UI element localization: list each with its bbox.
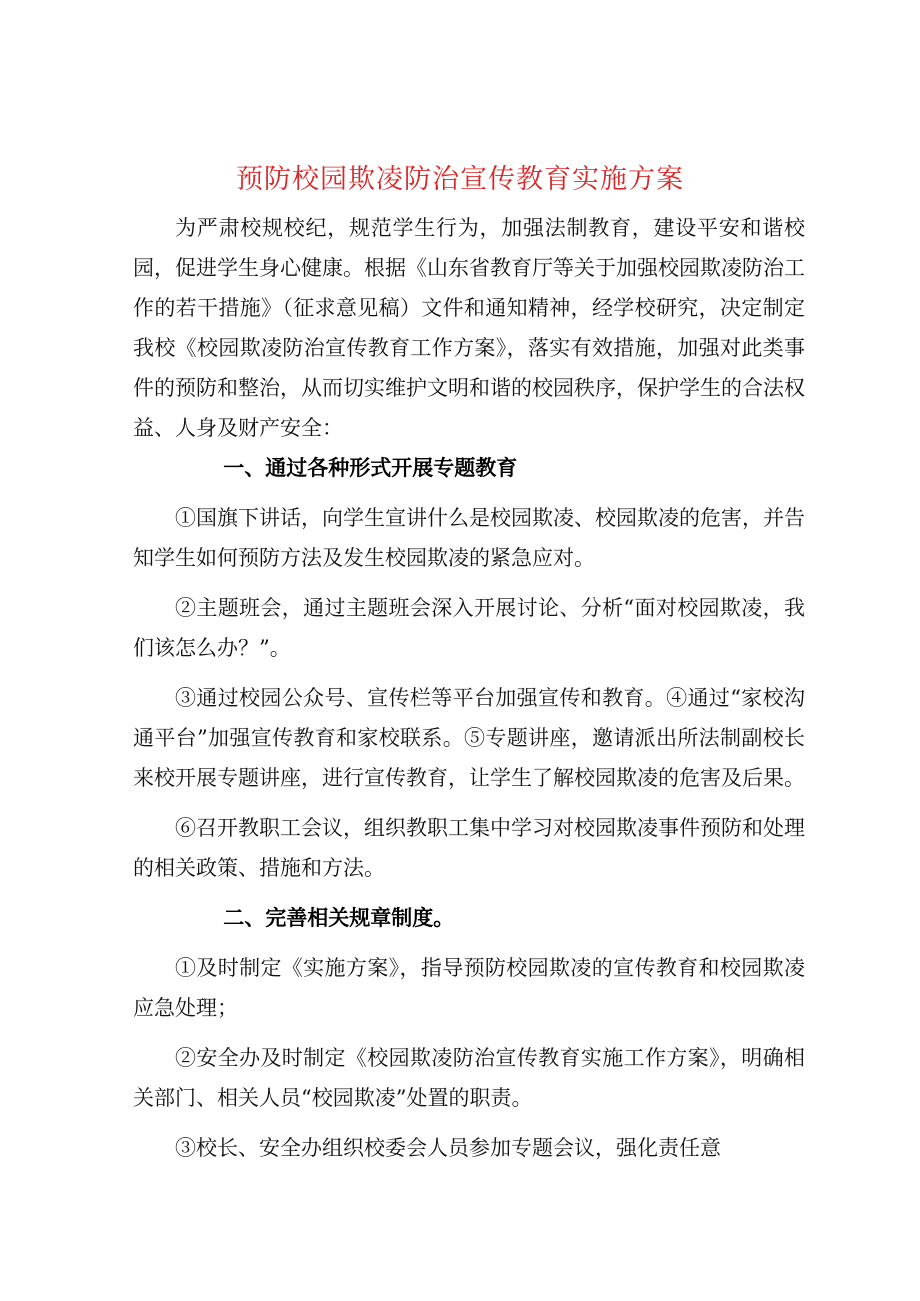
section-1-item-1: ①国旗下讲话，向学生宣讲什么是校园欺凌、校园欺凌的危害，并告知学生如何预防方法及发生校园欺凌的紧急应对。: [133, 506, 805, 570]
section-1-item-3: ③通过校园公众号、宣传栏等平台加强宣传和教育。④通过“家校沟通平台”加强宣传教育和家校联系。⑤专题讲座，邀请派出所法制副校长来校开展专题讲座，进行宣传教育，让学生了解校园欺凌的危害及后果。: [133, 686, 805, 790]
section-1-item-2: ②主题班会，通过主题班会深入开展讨论、分析“面对校园欺凌，我们该怎么办？”。: [133, 596, 805, 660]
intro-paragraph: 为严肃校规校纪，规范学生行为，加强法制教育，建设平安和谐校园，促进学生身心健康。根据《山东省教育厅等关于加强校园欺凌防治工作的若干措施》（征求意见稿）文件和通知精神，经学校研究，决定制定我校《校园欺凌防治宣传教育工作方案》，落实有效措施，加强对此类事件的预防和整治，从而切实维护文明和谐的校园秩序，保护学生的合法权益、人身及财产安全：: [133, 216, 805, 440]
document-title: 预防校园欺凌防治宣传教育实施方案: [236, 164, 684, 195]
section-1-item-4: ⑥召开教职工会议，组织教职工集中学习对校园欺凌事件预防和处理的相关政策、措施和方法。: [133, 816, 805, 880]
section-2-heading: 二、完善相关规章制度。: [223, 905, 455, 930]
section-1-heading: 一、通过各种形式开展专题教育: [223, 455, 518, 480]
section-2-item-1: ①及时制定《实施方案》，指导预防校园欺凌的宣传教育和校园欺凌应急处理；: [133, 956, 805, 1020]
section-2-item-3: ③校长、安全办组织校委会人员参加专题会议，强化责任意: [175, 1136, 721, 1160]
document-body: [133, 208, 805, 1168]
section-2-item-2: ②安全办及时制定《校园欺凌防治宣传教育实施工作方案》，明确相关部门、相关人员“校园欺凌”处置的职责。: [133, 1046, 805, 1110]
